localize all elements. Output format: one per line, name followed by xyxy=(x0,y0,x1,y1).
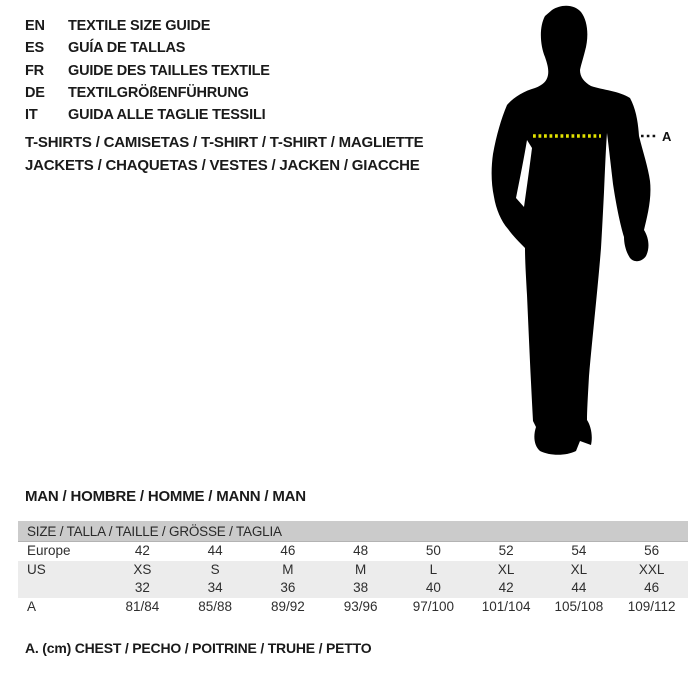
section-title-man: MAN / HOMBRE / HOMME / MANN / MAN xyxy=(25,488,306,505)
size-cell: 81/84 xyxy=(125,598,160,614)
size-cell: S xyxy=(210,561,220,577)
language-row xyxy=(25,15,270,37)
language-label: TEXTILE SIZE GUIDE xyxy=(68,18,211,34)
category-line-jackets: JACKETS / CHAQUETAS / VESTES / JACKEN / GIACCHE xyxy=(25,157,420,174)
size-cell: 85/88 xyxy=(198,598,233,614)
size-cell: 42 xyxy=(134,543,150,558)
size-cell: 101/104 xyxy=(481,598,531,614)
language-label: GUIDA ALLE TAGLIE TESSILI xyxy=(68,107,266,124)
language-code: DE xyxy=(25,84,45,101)
language-row xyxy=(25,37,270,59)
measurement-footnote: A. (cm) CHEST / PECHO / POITRINE / TRUHE / PETTO xyxy=(25,640,372,656)
size-cell: XL xyxy=(570,561,588,577)
language-row xyxy=(25,104,270,126)
size-cell: 40 xyxy=(425,580,441,595)
category-line-tshirts: T-SHIRTS / CAMISETAS / T-SHIRT / T-SHIRT / MAGLIETTE xyxy=(25,134,424,151)
row-label: A xyxy=(27,598,37,614)
size-cell: 44 xyxy=(571,580,587,595)
size-cell: 56 xyxy=(644,543,660,558)
size-cell: 46 xyxy=(280,543,296,558)
size-cell: 48 xyxy=(353,543,369,558)
row-label: Europe xyxy=(27,543,71,558)
size-table-header: SIZE / TALLA / TAILLE / GRÖSSE / TAGLIA xyxy=(18,521,688,542)
size-table xyxy=(18,521,688,616)
size-cell: 32 xyxy=(134,580,150,595)
man-figure xyxy=(440,0,700,470)
size-cell: XS xyxy=(133,561,152,577)
size-cell: 105/108 xyxy=(554,598,604,614)
language-code: EN xyxy=(25,18,45,34)
chest-label: A xyxy=(662,129,672,144)
size-cell: 89/92 xyxy=(270,598,305,614)
size-cell: 50 xyxy=(425,543,441,558)
language-code: ES xyxy=(25,40,44,57)
language-row xyxy=(25,82,270,104)
size-cell: L xyxy=(429,561,438,577)
language-row xyxy=(25,60,270,82)
language-code: IT xyxy=(25,107,38,124)
size-cell: XXL xyxy=(638,561,665,577)
man-silhouette xyxy=(492,6,651,455)
size-cell: M xyxy=(355,561,367,577)
size-cell: 34 xyxy=(207,580,223,595)
size-cell: 46 xyxy=(644,580,660,595)
size-cell: 54 xyxy=(571,543,587,558)
row-label: US xyxy=(27,561,46,577)
size-cell: 93/96 xyxy=(343,598,378,614)
size-cell: XL xyxy=(497,561,515,577)
size-cell: 38 xyxy=(353,580,369,595)
table-row-chest xyxy=(18,598,688,617)
size-cell: 109/112 xyxy=(627,598,676,614)
table-row-us xyxy=(18,561,688,580)
size-cell: 42 xyxy=(498,580,514,595)
size-cell: M xyxy=(282,561,294,577)
table-row-numeric xyxy=(18,579,688,598)
size-cell: 36 xyxy=(280,580,296,595)
language-label: GUIDE DES TAILLES TEXTILE xyxy=(68,62,270,79)
size-cell: 52 xyxy=(498,543,514,558)
language-label: TEXTILGRÖßENFÜHRUNG xyxy=(68,84,249,101)
language-list xyxy=(25,15,270,126)
size-cell: 44 xyxy=(207,543,223,558)
table-row-europe xyxy=(18,542,688,561)
category-list xyxy=(25,131,424,177)
size-cell: 97/100 xyxy=(412,598,455,614)
language-label: GUÍA DE TALLAS xyxy=(68,40,186,57)
language-code: FR xyxy=(25,62,44,79)
